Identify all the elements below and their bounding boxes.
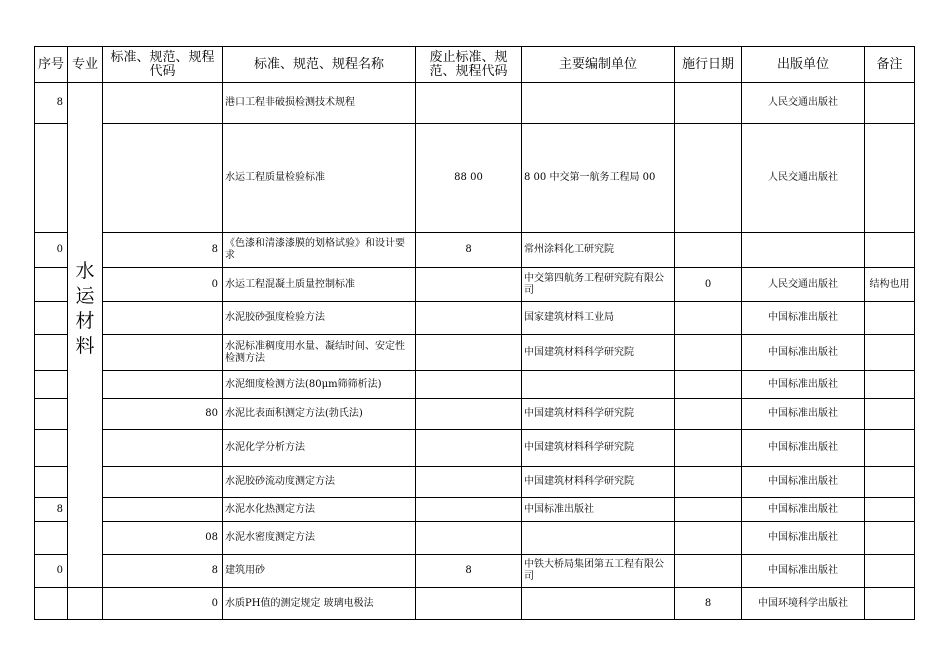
- cell-abolished: [416, 498, 522, 522]
- standards-table: [34, 46, 915, 620]
- major-cell-empty: [68, 588, 103, 620]
- cell-remark: [865, 522, 915, 555]
- cell-name: 建筑用砂: [223, 555, 416, 588]
- cell-code: 8: [103, 233, 223, 268]
- cell-remark: [865, 555, 915, 588]
- cell-date: [675, 371, 742, 399]
- cell-publisher: 人民交通出版社: [742, 268, 865, 302]
- cell-publisher: 中国标准出版社: [742, 522, 865, 555]
- cell-remark: [865, 430, 915, 467]
- cell-remark: [865, 498, 915, 522]
- cell-remark: 结构也用: [865, 268, 915, 302]
- cell-code: 0: [103, 588, 223, 620]
- cell-remark: [865, 335, 915, 371]
- cell-name: 水泥胶砂流动度测定方法: [223, 467, 416, 498]
- header-publisher: 出版单位: [742, 47, 865, 83]
- cell-remark: [865, 371, 915, 399]
- cell-date: [675, 83, 742, 124]
- cell-seq: [35, 522, 68, 555]
- cell-editor: [522, 83, 675, 124]
- cell-code: [103, 430, 223, 467]
- cell-date: [675, 555, 742, 588]
- cell-publisher: 中国标准出版社: [742, 302, 865, 335]
- cell-editor: 8 00 中交第一航务工程局 00: [522, 124, 675, 233]
- table-row: [35, 399, 915, 430]
- cell-seq: [35, 430, 68, 467]
- cell-abolished: 88 00: [416, 124, 522, 233]
- cell-seq: 0: [35, 233, 68, 268]
- cell-editor: 中国建筑材料科学研究院: [522, 335, 675, 371]
- cell-name: 水泥标准稠度用水量、凝结时间、安定性检测方法: [223, 335, 416, 371]
- cell-seq: 8: [35, 498, 68, 522]
- table-row: [35, 467, 915, 498]
- cell-editor: 国家建筑材料工业局: [522, 302, 675, 335]
- cell-editor: [522, 522, 675, 555]
- cell-code: [103, 124, 223, 233]
- cell-publisher: 中国环境科学出版社: [742, 588, 865, 620]
- header-seq: 序号: [35, 47, 68, 83]
- header-abolished: 废止标准、规范、规程代码: [416, 47, 522, 83]
- cell-seq: 0: [35, 555, 68, 588]
- cell-date: [675, 522, 742, 555]
- cell-seq: 8: [35, 83, 68, 124]
- cell-publisher: 中国标准出版社: [742, 555, 865, 588]
- cell-editor: [522, 588, 675, 620]
- cell-code: 8: [103, 555, 223, 588]
- table-row: [35, 302, 915, 335]
- table-row: [35, 555, 915, 588]
- cell-seq: [35, 399, 68, 430]
- cell-seq: [35, 302, 68, 335]
- header-remark: 备注: [865, 47, 915, 83]
- table-row: [35, 268, 915, 302]
- cell-code: [103, 498, 223, 522]
- table-row: [35, 124, 915, 233]
- cell-remark: [865, 124, 915, 233]
- cell-remark: [865, 302, 915, 335]
- cell-name: 水运工程混凝土质量控制标准: [223, 268, 416, 302]
- cell-publisher: 中国标准出版社: [742, 399, 865, 430]
- cell-name: 水运工程质量检验标准: [223, 124, 416, 233]
- cell-name: 水泥比表面积测定方法(勃氏法): [223, 399, 416, 430]
- cell-remark: [865, 83, 915, 124]
- header-editor: 主要编制单位: [522, 47, 675, 83]
- cell-abolished: [416, 371, 522, 399]
- cell-name: 《色漆和清漆漆膜的划格试验》和设计要求: [223, 233, 416, 268]
- cell-editor: 中国建筑材料科学研究院: [522, 467, 675, 498]
- cell-name: 水泥胶砂强度检验方法: [223, 302, 416, 335]
- cell-name: 水泥化学分析方法: [223, 430, 416, 467]
- cell-date: [675, 430, 742, 467]
- cell-publisher: 人民交通出版社: [742, 83, 865, 124]
- cell-editor: 常州涂料化工研究院: [522, 233, 675, 268]
- cell-publisher: [742, 233, 865, 268]
- cell-abolished: [416, 335, 522, 371]
- cell-abolished: 8: [416, 555, 522, 588]
- table-row: [35, 233, 915, 268]
- cell-code: 08: [103, 522, 223, 555]
- cell-code: 0: [103, 268, 223, 302]
- cell-abolished: 8: [416, 233, 522, 268]
- cell-code: [103, 371, 223, 399]
- table-body: [35, 83, 915, 620]
- cell-publisher: 中国标准出版社: [742, 467, 865, 498]
- header-row: [35, 47, 915, 83]
- cell-code: [103, 467, 223, 498]
- cell-publisher: 中国标准出版社: [742, 498, 865, 522]
- cell-date: [675, 335, 742, 371]
- cell-abolished: [416, 430, 522, 467]
- header-date: 施行日期: [675, 47, 742, 83]
- cell-remark: [865, 399, 915, 430]
- cell-date: [675, 467, 742, 498]
- cell-abolished: [416, 268, 522, 302]
- cell-editor: 中铁大桥局集团第五工程有限公司: [522, 555, 675, 588]
- header-code: 标准、规范、规程代码: [103, 47, 223, 83]
- cell-seq: [35, 588, 68, 620]
- cell-remark: [865, 233, 915, 268]
- cell-name: 水泥水化热测定方法: [223, 498, 416, 522]
- table-row: [35, 371, 915, 399]
- cell-editor: 中国建筑材料科学研究院: [522, 430, 675, 467]
- cell-code: [103, 83, 223, 124]
- cell-date: [675, 302, 742, 335]
- cell-name: 水泥水密度测定方法: [223, 522, 416, 555]
- cell-date: 0: [675, 268, 742, 302]
- cell-abolished: [416, 83, 522, 124]
- table-row: [35, 83, 915, 124]
- cell-editor: 中国建筑材料科学研究院: [522, 399, 675, 430]
- cell-date: [675, 498, 742, 522]
- cell-date: [675, 233, 742, 268]
- cell-name: 港口工程非破损检测技术规程: [223, 83, 416, 124]
- table-row: [35, 498, 915, 522]
- cell-date: 8: [675, 588, 742, 620]
- cell-publisher: 中国标准出版社: [742, 335, 865, 371]
- cell-remark: [865, 467, 915, 498]
- header-name: 标准、规范、规程名称: [223, 47, 416, 83]
- cell-seq: [35, 124, 68, 233]
- cell-publisher: 人民交通出版社: [742, 124, 865, 233]
- cell-abolished: [416, 588, 522, 620]
- cell-editor: 中交第四航务工程研究院有限公司: [522, 268, 675, 302]
- table-row: [35, 522, 915, 555]
- cell-name: 水泥细度检测方法(80μm筛筛析法): [223, 371, 416, 399]
- header-major: 专业: [68, 47, 103, 83]
- table-row: [35, 335, 915, 371]
- cell-code: 80: [103, 399, 223, 430]
- cell-publisher: 中国标准出版社: [742, 430, 865, 467]
- cell-abolished: [416, 467, 522, 498]
- cell-remark: [865, 588, 915, 620]
- cell-name: 水质PH值的测定规定 玻璃电极法: [223, 588, 416, 620]
- cell-editor: [522, 371, 675, 399]
- cell-date: [675, 399, 742, 430]
- cell-date: [675, 124, 742, 233]
- table-row: [35, 588, 915, 620]
- cell-code: [103, 302, 223, 335]
- cell-editor: 中国标准出版社: [522, 498, 675, 522]
- cell-seq: [35, 268, 68, 302]
- cell-code: [103, 335, 223, 371]
- cell-seq: [35, 371, 68, 399]
- cell-abolished: [416, 522, 522, 555]
- cell-seq: [35, 335, 68, 371]
- major-cell: 水运材料: [68, 83, 103, 588]
- cell-abolished: [416, 302, 522, 335]
- table-row: [35, 430, 915, 467]
- cell-abolished: [416, 399, 522, 430]
- cell-publisher: 中国标准出版社: [742, 371, 865, 399]
- cell-seq: [35, 467, 68, 498]
